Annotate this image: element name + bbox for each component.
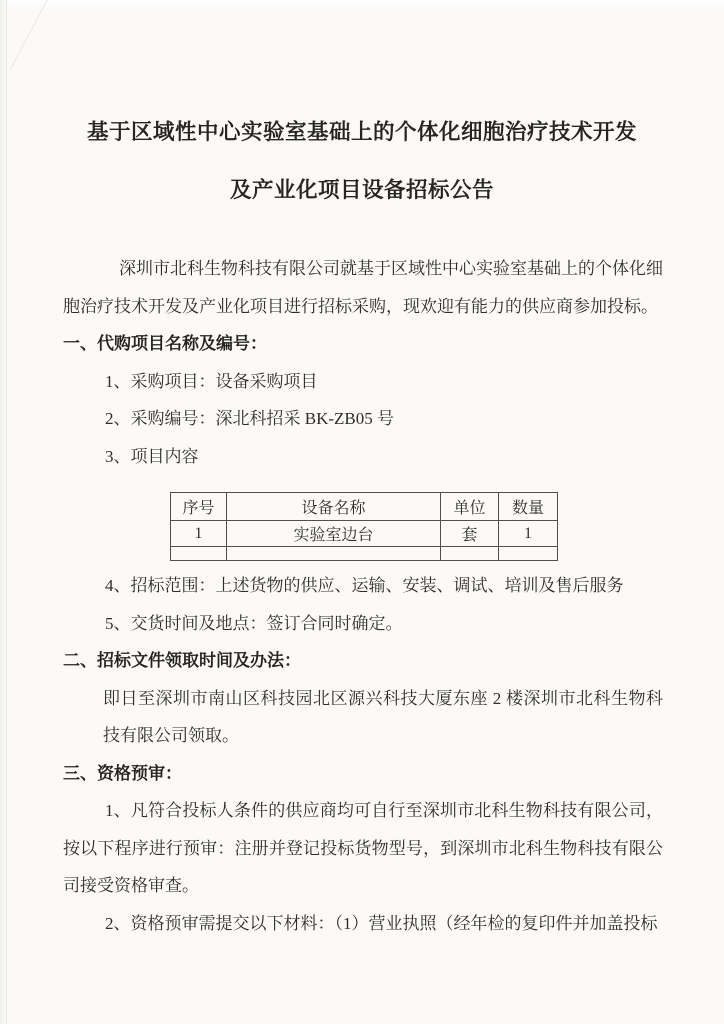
- section3-paragraph2: 2、资格预审需提交以下材料：（1）营业执照（经年检的复印件并加盖投标: [105, 913, 658, 933]
- table-row-empty: [171, 547, 558, 561]
- scan-left-edge-artifact: [0, 0, 7, 1024]
- section1-item5: 5、交货时间及地点：签订合同时确定。: [105, 613, 403, 633]
- table-header-row: [171, 493, 558, 521]
- table-header-seq: 序号: [171, 493, 227, 521]
- table-cell-unit-empty: [441, 547, 499, 561]
- document-title-line2: 及产业化项目设备招标公告: [229, 178, 494, 202]
- section1-item3: 3、项目内容: [105, 446, 199, 466]
- table-row: [171, 521, 558, 547]
- table-cell-name-empty: [227, 547, 441, 561]
- document-title: [62, 103, 662, 219]
- table-header-qty: 数量: [499, 493, 558, 521]
- section2-heading-text: 招标文件领取时间及办法：: [97, 651, 301, 670]
- section3-heading-text: 资格预审：: [97, 763, 182, 783]
- table-header-name: 设备名称: [227, 493, 441, 521]
- document-body: [63, 250, 663, 942]
- section1-item2: 2、采购编号：深北科招采 BK-ZB05 号: [105, 409, 394, 428]
- section3-paragraph1: 1、凡符合投标人条件的供应商均可自行至深圳市北科生物科技有限公司，按以下程序进行预审：注册并登记投标货物型号，到深圳市北科生物科技有限公司接受资格审查。: [63, 801, 663, 895]
- section2-heading: [63, 642, 663, 680]
- table-cell-qty-empty: [499, 547, 558, 561]
- table-cell-qty: 1: [499, 521, 558, 547]
- section2-number: 二、: [63, 651, 97, 670]
- section1-number: 一、: [63, 334, 97, 353]
- table-cell-unit: 套: [441, 521, 499, 547]
- section2-body: 即日至深圳市南山区科技园北区源兴科技大厦东座 2 楼深圳市北科生物科技有限公司领取。: [103, 688, 663, 745]
- intro-paragraph: 深圳市北科生物科技有限公司就基于区域性中心实验室基础上的个体化细胞治疗技术开发及产业化项目进行招标采购，现欢迎有能力的供应商参加投标。: [63, 259, 663, 316]
- table-cell-name: 实验室边台: [227, 521, 441, 547]
- equipment-table: [170, 492, 558, 561]
- section1-item1: 1、采购项目：设备采购项目: [105, 371, 318, 391]
- section3-number: 三、: [63, 763, 97, 783]
- table-cell-seq-empty: [171, 547, 227, 561]
- scan-top-edge-artifact: [0, 0, 724, 12]
- document-title-line1: 基于区域性中心实验室基础上的个体化细胞治疗技术开发: [86, 120, 637, 144]
- table-cell-seq: 1: [171, 521, 227, 547]
- section1-heading-text: 代购项目名称及编号：: [97, 334, 267, 353]
- section1-item4: 4、招标范围：上述货物的供应、运输、安装、调试、培训及售后服务: [105, 576, 624, 595]
- section3-heading: [63, 755, 663, 793]
- table-header-unit: 单位: [441, 493, 499, 521]
- section1-heading: [63, 325, 663, 363]
- equipment-table-wrapper: [170, 492, 663, 561]
